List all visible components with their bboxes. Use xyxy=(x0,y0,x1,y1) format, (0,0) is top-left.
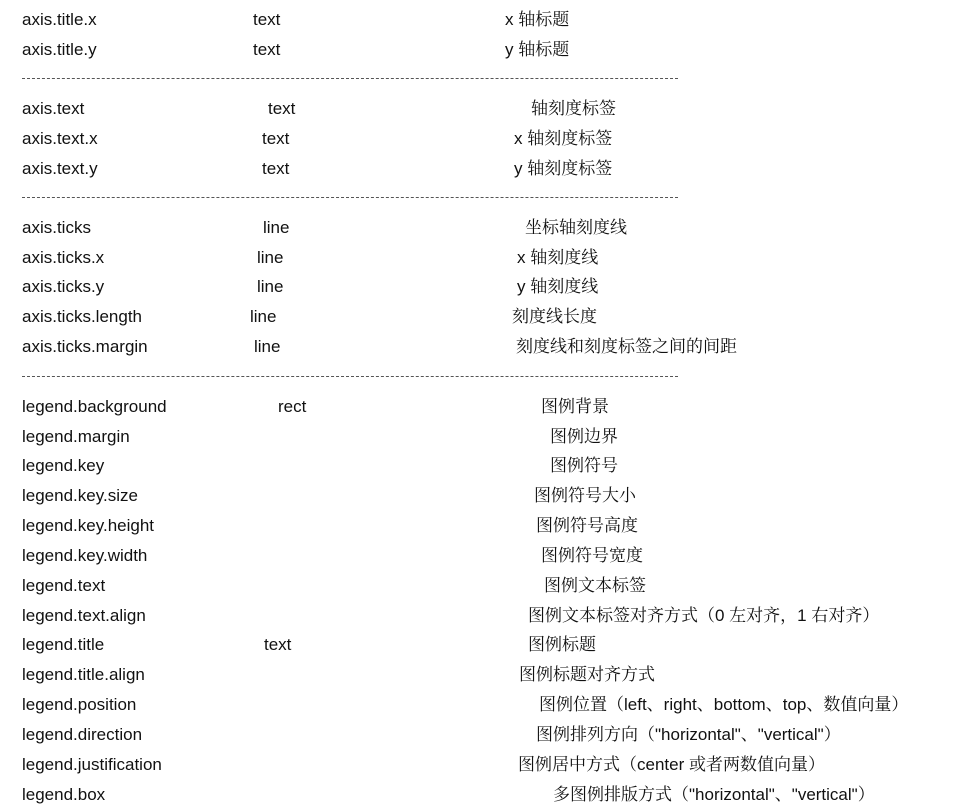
table-row xyxy=(0,660,977,690)
param-desc: 坐标轴刻度线 xyxy=(525,218,627,237)
param-name: axis.ticks.margin xyxy=(22,337,148,356)
param-desc: y 轴标题 xyxy=(505,40,570,59)
table-row xyxy=(0,481,977,511)
param-desc: 图例符号大小 xyxy=(534,486,636,505)
section-divider xyxy=(22,78,678,79)
param-name: legend.key.width xyxy=(22,546,148,565)
param-name: legend.key xyxy=(22,456,105,475)
param-name: legend.position xyxy=(22,695,137,714)
param-desc: x 轴刻度标签 xyxy=(514,129,613,148)
table-row xyxy=(0,571,977,601)
param-name: axis.title.y xyxy=(22,40,97,59)
param-desc: 图例符号宽度 xyxy=(541,546,643,565)
param-desc: 图例符号高度 xyxy=(536,516,638,535)
table-row xyxy=(0,690,977,720)
table-row xyxy=(0,541,977,571)
param-name: legend.box xyxy=(22,785,106,804)
param-type: line xyxy=(257,248,284,267)
section-divider xyxy=(22,376,678,377)
param-desc: 图例位置（left、right、bottom、top、数值向量） xyxy=(539,695,909,714)
param-desc: 图例居中方式（center 或者两数值向量） xyxy=(518,755,825,774)
table-row xyxy=(0,332,977,362)
param-desc: y 轴刻度标签 xyxy=(514,159,613,178)
param-desc: 图例背景 xyxy=(541,397,609,416)
param-desc: 图例标题 xyxy=(528,635,596,654)
param-name: legend.title.align xyxy=(22,665,145,684)
table-row xyxy=(0,124,977,154)
table-row xyxy=(0,5,977,35)
param-desc: 图例标题对齐方式 xyxy=(519,665,655,684)
param-type: text xyxy=(268,99,296,118)
param-name: axis.title.x xyxy=(22,10,97,29)
param-desc: y 轴刻度线 xyxy=(517,277,599,296)
param-type: text xyxy=(253,10,281,29)
param-desc: x 轴标题 xyxy=(505,10,570,29)
param-desc: 刻度线和刻度标签之间的间距 xyxy=(516,337,737,356)
table-row xyxy=(0,750,977,780)
param-type: line xyxy=(263,218,290,237)
param-name: legend.text xyxy=(22,576,106,595)
param-name: legend.background xyxy=(22,397,167,416)
table-row xyxy=(0,272,977,302)
param-name: legend.direction xyxy=(22,725,143,744)
param-name: legend.justification xyxy=(22,755,162,774)
param-name: legend.title xyxy=(22,635,105,654)
table-row xyxy=(0,392,977,422)
table-row xyxy=(0,154,977,184)
table-row xyxy=(0,302,977,332)
table-row xyxy=(0,780,977,810)
param-name: axis.text.y xyxy=(22,159,98,178)
table-row xyxy=(0,720,977,750)
param-name: legend.key.height xyxy=(22,516,155,535)
table-row xyxy=(0,451,977,481)
param-desc: x 轴刻度线 xyxy=(517,248,599,267)
param-type: text xyxy=(262,129,290,148)
param-desc: 图例文本标签对齐方式（0 左对齐，1 右对齐） xyxy=(528,606,880,625)
param-type: text xyxy=(262,159,290,178)
table-row xyxy=(0,511,977,541)
param-desc: 图例排列方向（"horizontal"、"vertical"） xyxy=(536,725,841,744)
param-type: line xyxy=(250,307,277,326)
param-name: legend.margin xyxy=(22,427,130,446)
param-type: text xyxy=(253,40,281,59)
param-desc: 刻度线长度 xyxy=(512,307,597,326)
section-divider xyxy=(22,197,678,198)
param-name: axis.ticks.y xyxy=(22,277,105,296)
param-desc: 图例文本标签 xyxy=(544,576,646,595)
param-type: line xyxy=(254,337,281,356)
param-desc: 多图例排版方式（"horizontal"、"vertical"） xyxy=(553,785,875,804)
table-row xyxy=(0,630,977,660)
table-row xyxy=(0,213,977,243)
param-desc: 轴刻度标签 xyxy=(531,99,616,118)
table-row xyxy=(0,601,977,631)
param-desc: 图例边界 xyxy=(550,427,618,446)
param-name: axis.ticks xyxy=(22,218,91,237)
table-row xyxy=(0,422,977,452)
param-desc: 图例符号 xyxy=(550,456,618,475)
param-type: rect xyxy=(278,397,307,416)
param-type: line xyxy=(257,277,284,296)
param-name: legend.text.align xyxy=(22,606,146,625)
param-name: axis.ticks.length xyxy=(22,307,142,326)
table-row xyxy=(0,243,977,273)
param-name: axis.ticks.x xyxy=(22,248,105,267)
table-row xyxy=(0,94,977,124)
table-row xyxy=(0,35,977,65)
param-name: legend.key.size xyxy=(22,486,138,505)
param-name: axis.text.x xyxy=(22,129,98,148)
param-name: axis.text xyxy=(22,99,85,118)
param-type: text xyxy=(264,635,292,654)
